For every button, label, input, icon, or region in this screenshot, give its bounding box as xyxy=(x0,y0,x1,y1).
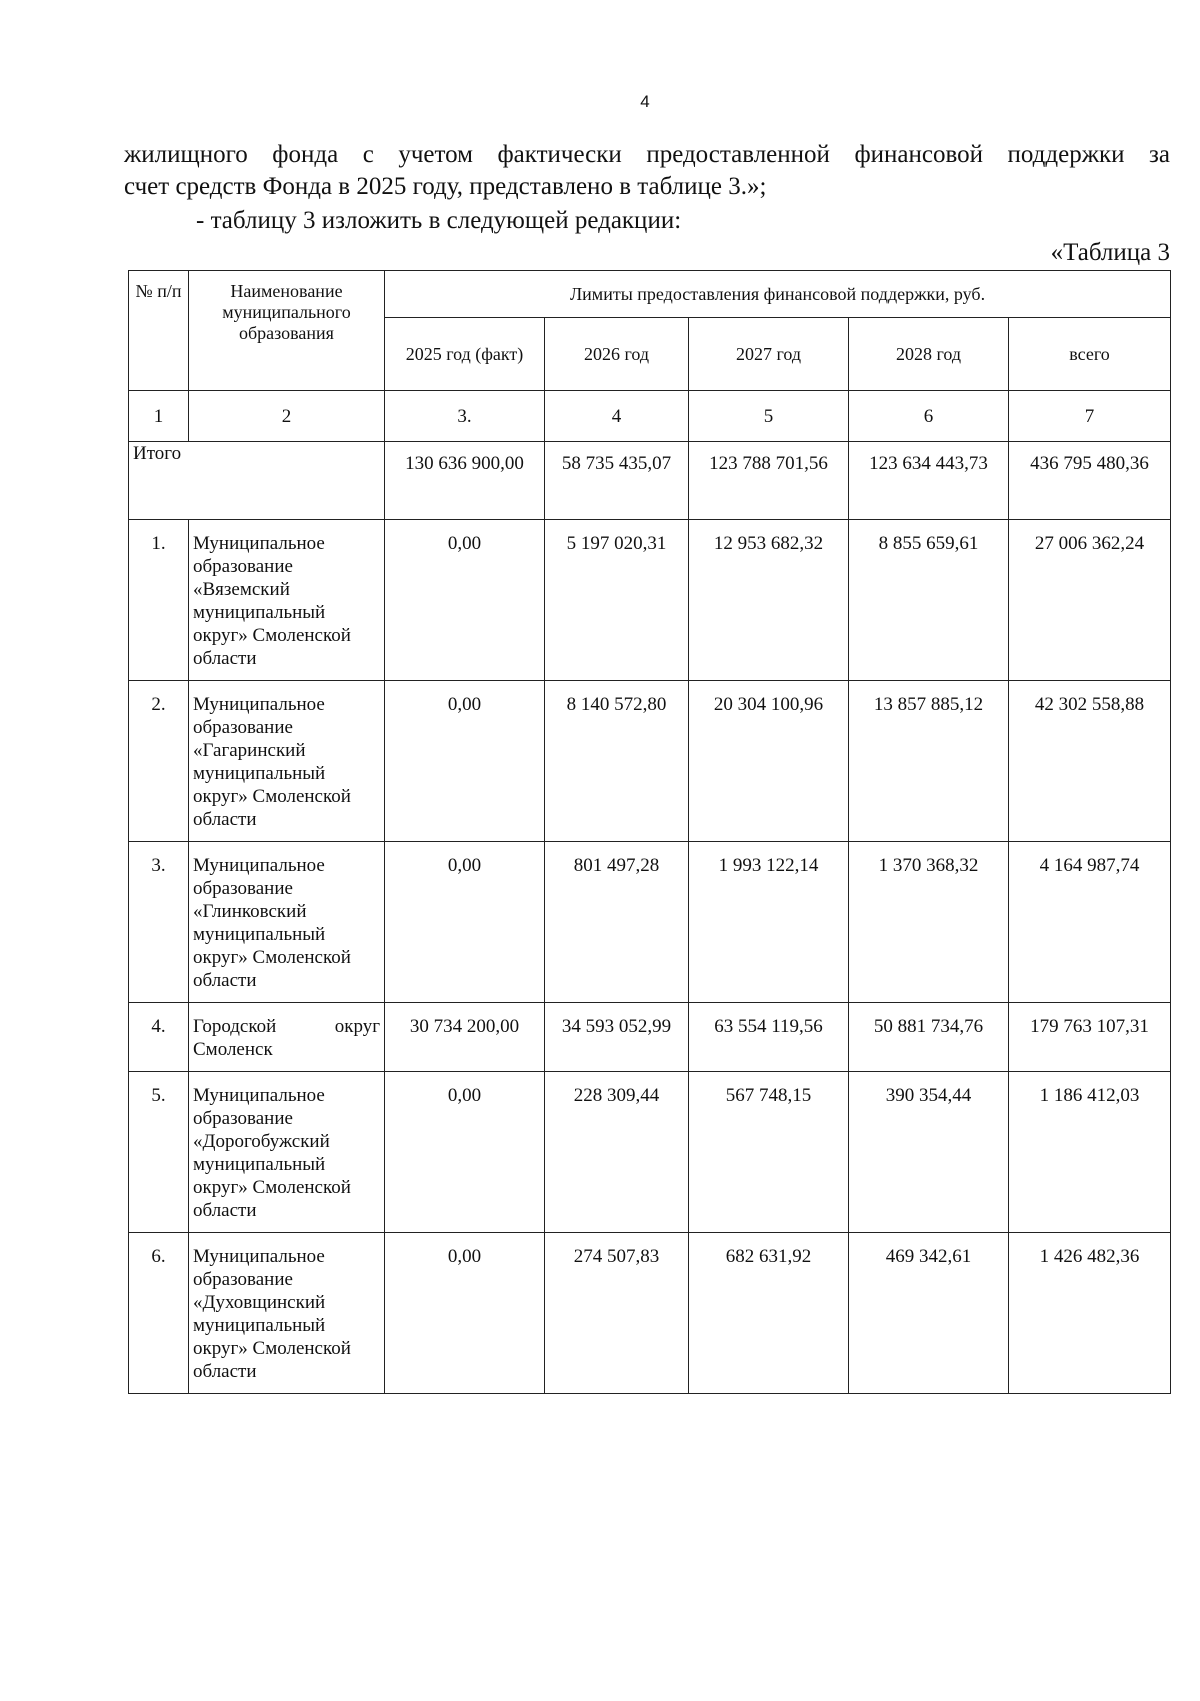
column-number: 5 xyxy=(689,391,849,442)
value-cell: 0,00 xyxy=(385,1233,545,1394)
value-cell: 0,00 xyxy=(385,681,545,842)
value-cell: 179 763 107,31 xyxy=(1009,1003,1171,1072)
value-cell: 1 993 122,14 xyxy=(689,842,849,1003)
total-value: 436 795 480,36 xyxy=(1009,442,1171,520)
table-row xyxy=(129,520,1171,681)
value-cell: 274 507,83 xyxy=(545,1233,689,1394)
total-value: 123 788 701,56 xyxy=(689,442,849,520)
row-index: 4. xyxy=(129,1003,189,1072)
header-num: № п/п xyxy=(129,271,189,391)
value-cell: 0,00 xyxy=(385,520,545,681)
value-cell: 63 554 119,56 xyxy=(689,1003,849,1072)
value-cell: 469 342,61 xyxy=(849,1233,1009,1394)
header-name: Наименование муниципального образования xyxy=(189,271,385,391)
value-cell: 4 164 987,74 xyxy=(1009,842,1171,1003)
column-number: 3. xyxy=(385,391,545,442)
table-row xyxy=(129,1003,1171,1072)
value-cell: 567 748,15 xyxy=(689,1072,849,1233)
value-cell: 50 881 734,76 xyxy=(849,1003,1009,1072)
value-cell: 5 197 020,31 xyxy=(545,520,689,681)
total-row xyxy=(129,442,1171,520)
header-row-group xyxy=(129,271,1171,318)
municipality-name: Муниципальное образование «Гагаринский муниципальный округ» Смоленской области xyxy=(189,681,385,842)
total-label: Итого xyxy=(129,442,385,520)
value-cell: 8 140 572,80 xyxy=(545,681,689,842)
value-cell: 390 354,44 xyxy=(849,1072,1009,1233)
total-value: 58 735 435,07 xyxy=(545,442,689,520)
value-cell: 12 953 682,32 xyxy=(689,520,849,681)
header-year-2028: 2028 год xyxy=(849,318,1009,391)
row-index: 1. xyxy=(129,520,189,681)
table-row xyxy=(129,681,1171,842)
value-cell: 42 302 558,88 xyxy=(1009,681,1171,842)
value-cell: 30 734 200,00 xyxy=(385,1003,545,1072)
column-number: 7 xyxy=(1009,391,1171,442)
header-group: Лимиты предоставления финансовой поддержки, руб. xyxy=(385,271,1171,318)
header-year-2025: 2025 год (факт) xyxy=(385,318,545,391)
column-number: 6 xyxy=(849,391,1009,442)
value-cell: 0,00 xyxy=(385,1072,545,1233)
funding-limits-table xyxy=(128,270,1171,1394)
municipality-name: Муниципальное образование «Дорогобужский муниципальный округ» Смоленской области xyxy=(189,1072,385,1233)
header-year-2027: 2027 год xyxy=(689,318,849,391)
value-cell: 0,00 xyxy=(385,842,545,1003)
table-caption: «Таблица 3 xyxy=(1050,239,1170,266)
column-number-row xyxy=(129,391,1171,442)
value-cell: 20 304 100,96 xyxy=(689,681,849,842)
row-index: 3. xyxy=(129,842,189,1003)
table-row xyxy=(129,842,1171,1003)
value-cell: 1 426 482,36 xyxy=(1009,1233,1171,1394)
value-cell: 1 186 412,03 xyxy=(1009,1072,1171,1233)
value-cell: 228 309,44 xyxy=(545,1072,689,1233)
total-value: 130 636 900,00 xyxy=(385,442,545,520)
value-cell: 8 855 659,61 xyxy=(849,520,1009,681)
column-number: 1 xyxy=(129,391,189,442)
header-total: всего xyxy=(1009,318,1171,391)
table-row xyxy=(129,1233,1171,1394)
municipality-name: Муниципальное образование «Вяземский муниципальный округ» Смоленской области xyxy=(189,520,385,681)
value-cell: 682 631,92 xyxy=(689,1233,849,1394)
table-row xyxy=(129,1072,1171,1233)
value-cell: 1 370 368,32 xyxy=(849,842,1009,1003)
row-index: 6. xyxy=(129,1233,189,1394)
value-cell: 27 006 362,24 xyxy=(1009,520,1171,681)
header-year-2026: 2026 год xyxy=(545,318,689,391)
total-value: 123 634 443,73 xyxy=(849,442,1009,520)
intro-line-2: счет средств Фонда в 2025 году, представлено в таблице 3.»; xyxy=(124,173,767,200)
value-cell: 34 593 052,99 xyxy=(545,1003,689,1072)
intro-line-3: - таблицу 3 изложить в следующей редакции: xyxy=(196,207,682,234)
municipality-name: Городской округ Смоленск xyxy=(189,1003,385,1072)
row-index: 2. xyxy=(129,681,189,842)
column-number: 4 xyxy=(545,391,689,442)
municipality-name: Муниципальное образование «Духовщинский муниципальный округ» Смоленской области xyxy=(189,1233,385,1394)
value-cell: 13 857 885,12 xyxy=(849,681,1009,842)
intro-line-1: жилищного фонда с учетом фактически предоставленной финансовой поддержки за xyxy=(124,141,1170,168)
row-index: 5. xyxy=(129,1072,189,1233)
page-number: 4 xyxy=(640,92,650,111)
municipality-name: Муниципальное образование «Глинковский муниципальный округ» Смоленской области xyxy=(189,842,385,1003)
column-number: 2 xyxy=(189,391,385,442)
value-cell: 801 497,28 xyxy=(545,842,689,1003)
